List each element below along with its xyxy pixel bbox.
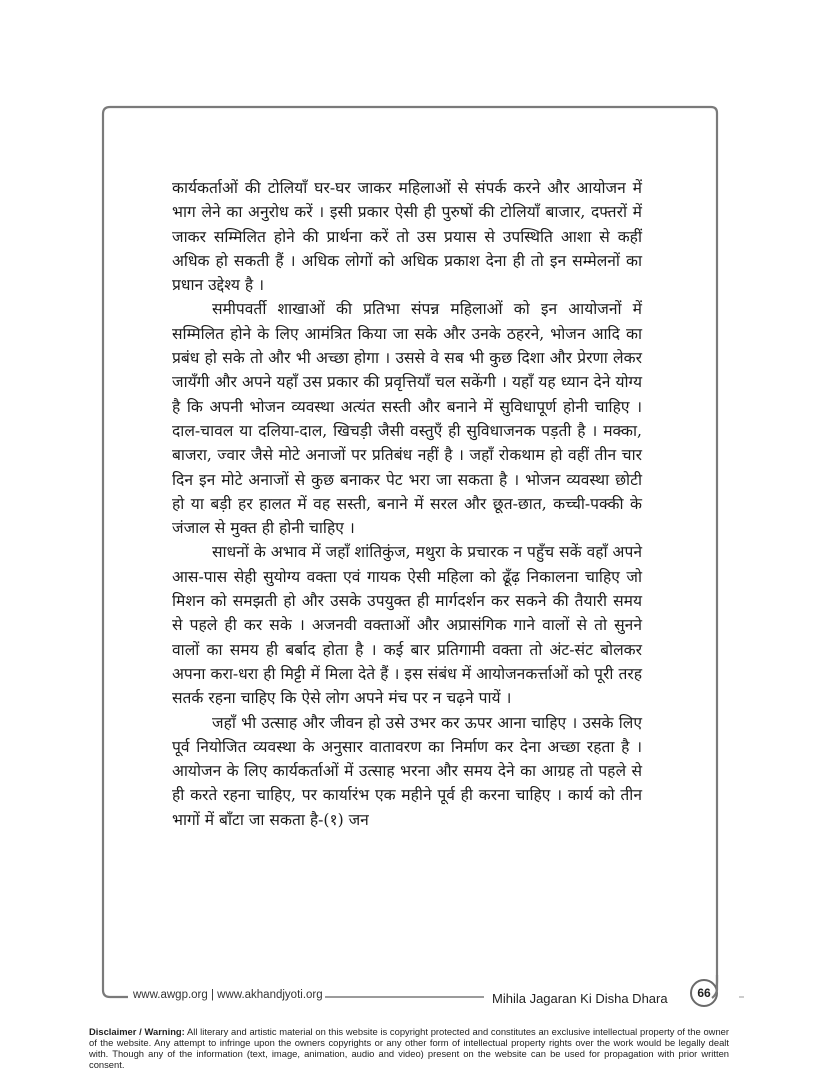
disclaimer-text: All literary and artistic material on this website is copyright protected and constitutes an exclusive intellectual property of the owner of the website. Any attempt to infringe upon the owners copyrights or any other form of intellectual property rights over the work would be legally dealt with. Though any of the information (text, image, animation, audio and video) present on the website can be used for propagation with prior written consent. [89, 1026, 729, 1070]
footer-book-title: Mihila Jagaran Ki Disha Dhara [492, 991, 668, 1006]
page-number: 66 [697, 986, 711, 1000]
paragraph-1: कार्यकर्ताओं की टोलियाँ घर-घर जाकर महिलाओं से संपर्क करने और आयोजन में भाग लेने का अनुरोध करें । इसी प्रकार ऐसी ही पुरुषों की टोलियाँ बाजार, दफ्तरों में जाकर सम्मिलित होने की प्रार्थना करें तो उस प्रयास से उपस्थिति आशा से कहीं अधिक हो सकती हैं । अधिक लोगों को अधिक प्रकाश देना ही तो इन सम्मेलनों का प्रधान उद्देश्य है । [172, 179, 642, 295]
frame-bottom-left-corner [103, 990, 128, 997]
body-text [172, 176, 642, 832]
paragraph-2: समीपवर्ती शाखाओं की प्रतिभा संपन्न महिलाओं को इन आयोजनों में सम्मिलित होने के लिए आमंत्रित किया जा सके और उनके ठहरने, भोजन आदि का प्रबंध हो सके तो और भी अच्छा होगा । उससे वे सब भी कुछ दिशा और प्रेरणा लेकर जायँगी और अपने यहाँ उस प्रकार की प्रवृत्तियाँ चल सकेंगी । यहाँ यह ध्यान देने योग्य है कि अपनी भोजन व्यवस्था अत्यंत सस्ती और बनाने में सुविधापूर्ण होनी चाहिए । दाल-चावल या दलिया-दाल, खिचड़ी जैसी वस्तुएँ ही सुविधाजनक पड़ती है । मक्का, बाजरा, ज्वार जैसे मोटे अनाजों पर प्रतिबंध नहीं है । जहाँ रोकथाम हो वहीं तीन चार दिन इन मोटे अनाजों से कुछ बनाकर पेट भरा जा सकता है । भोजन व्यवस्था छोटी हो या बड़ी हर हालत में वह सस्ती, बनाने में सरल और छूत-छात, कच्ची-पक्की के जंजाल से मुक्त ही होनी चाहिए । [172, 300, 642, 538]
paragraph-3: साधनों के अभाव में जहाँ शांतिकुंज, मथुरा के प्रचारक न पहुँच सकें वहाँ अपने आस-पास सेही सुयोग्य वक्ता एवं गायक ऐसी महिला को ढूँढ़ निकालना चाहिए जो मिशन को समझती हो और उसके उपयुक्त ही मार्गदर्शन कर सकने की तैयारी समय से पहले ही कर सके । अजनवी वक्ताओं और अप्रासंगिक गाने वालों से तो सुनने वालों का समय ही बर्बाद होता है । कई बार प्रतिगामी वक्ता तो अंट-संट बोलकर अपना करा-धरा ही मिट्टी में मिला देते हैं । इस संबंध में आयोजनकर्त्ताओं को पूरी तरह सतर्क रहना चाहिए कि ऐसे लोग अपने मंच पर न चढ़ने पायें । [172, 543, 642, 708]
disclaimer-label: Disclaimer / Warning: [89, 1026, 185, 1037]
footer-websites: www.awgp.org | www.akhandjyoti.org [133, 989, 323, 1001]
disclaimer [89, 1026, 729, 1070]
paragraph-4: जहाँ भी उत्साह और जीवन हो उसे उभर कर ऊपर आना चाहिए । उसके लिए पूर्व नियोजित व्यवस्था के अनुसार वातावरण का निर्माण कर देना अच्छा रहता है । आयोजन के लिए कार्यकर्ताओं में उत्साह भरना और समय देने का आग्रह तो पहले से ही करते रहना चाहिए, पर कार्यारंभ एक महीने पूर्व ही करना चाहिए । कार्य को तीन भागों में बाँटा जा सकता है-(१) जन [172, 713, 642, 829]
